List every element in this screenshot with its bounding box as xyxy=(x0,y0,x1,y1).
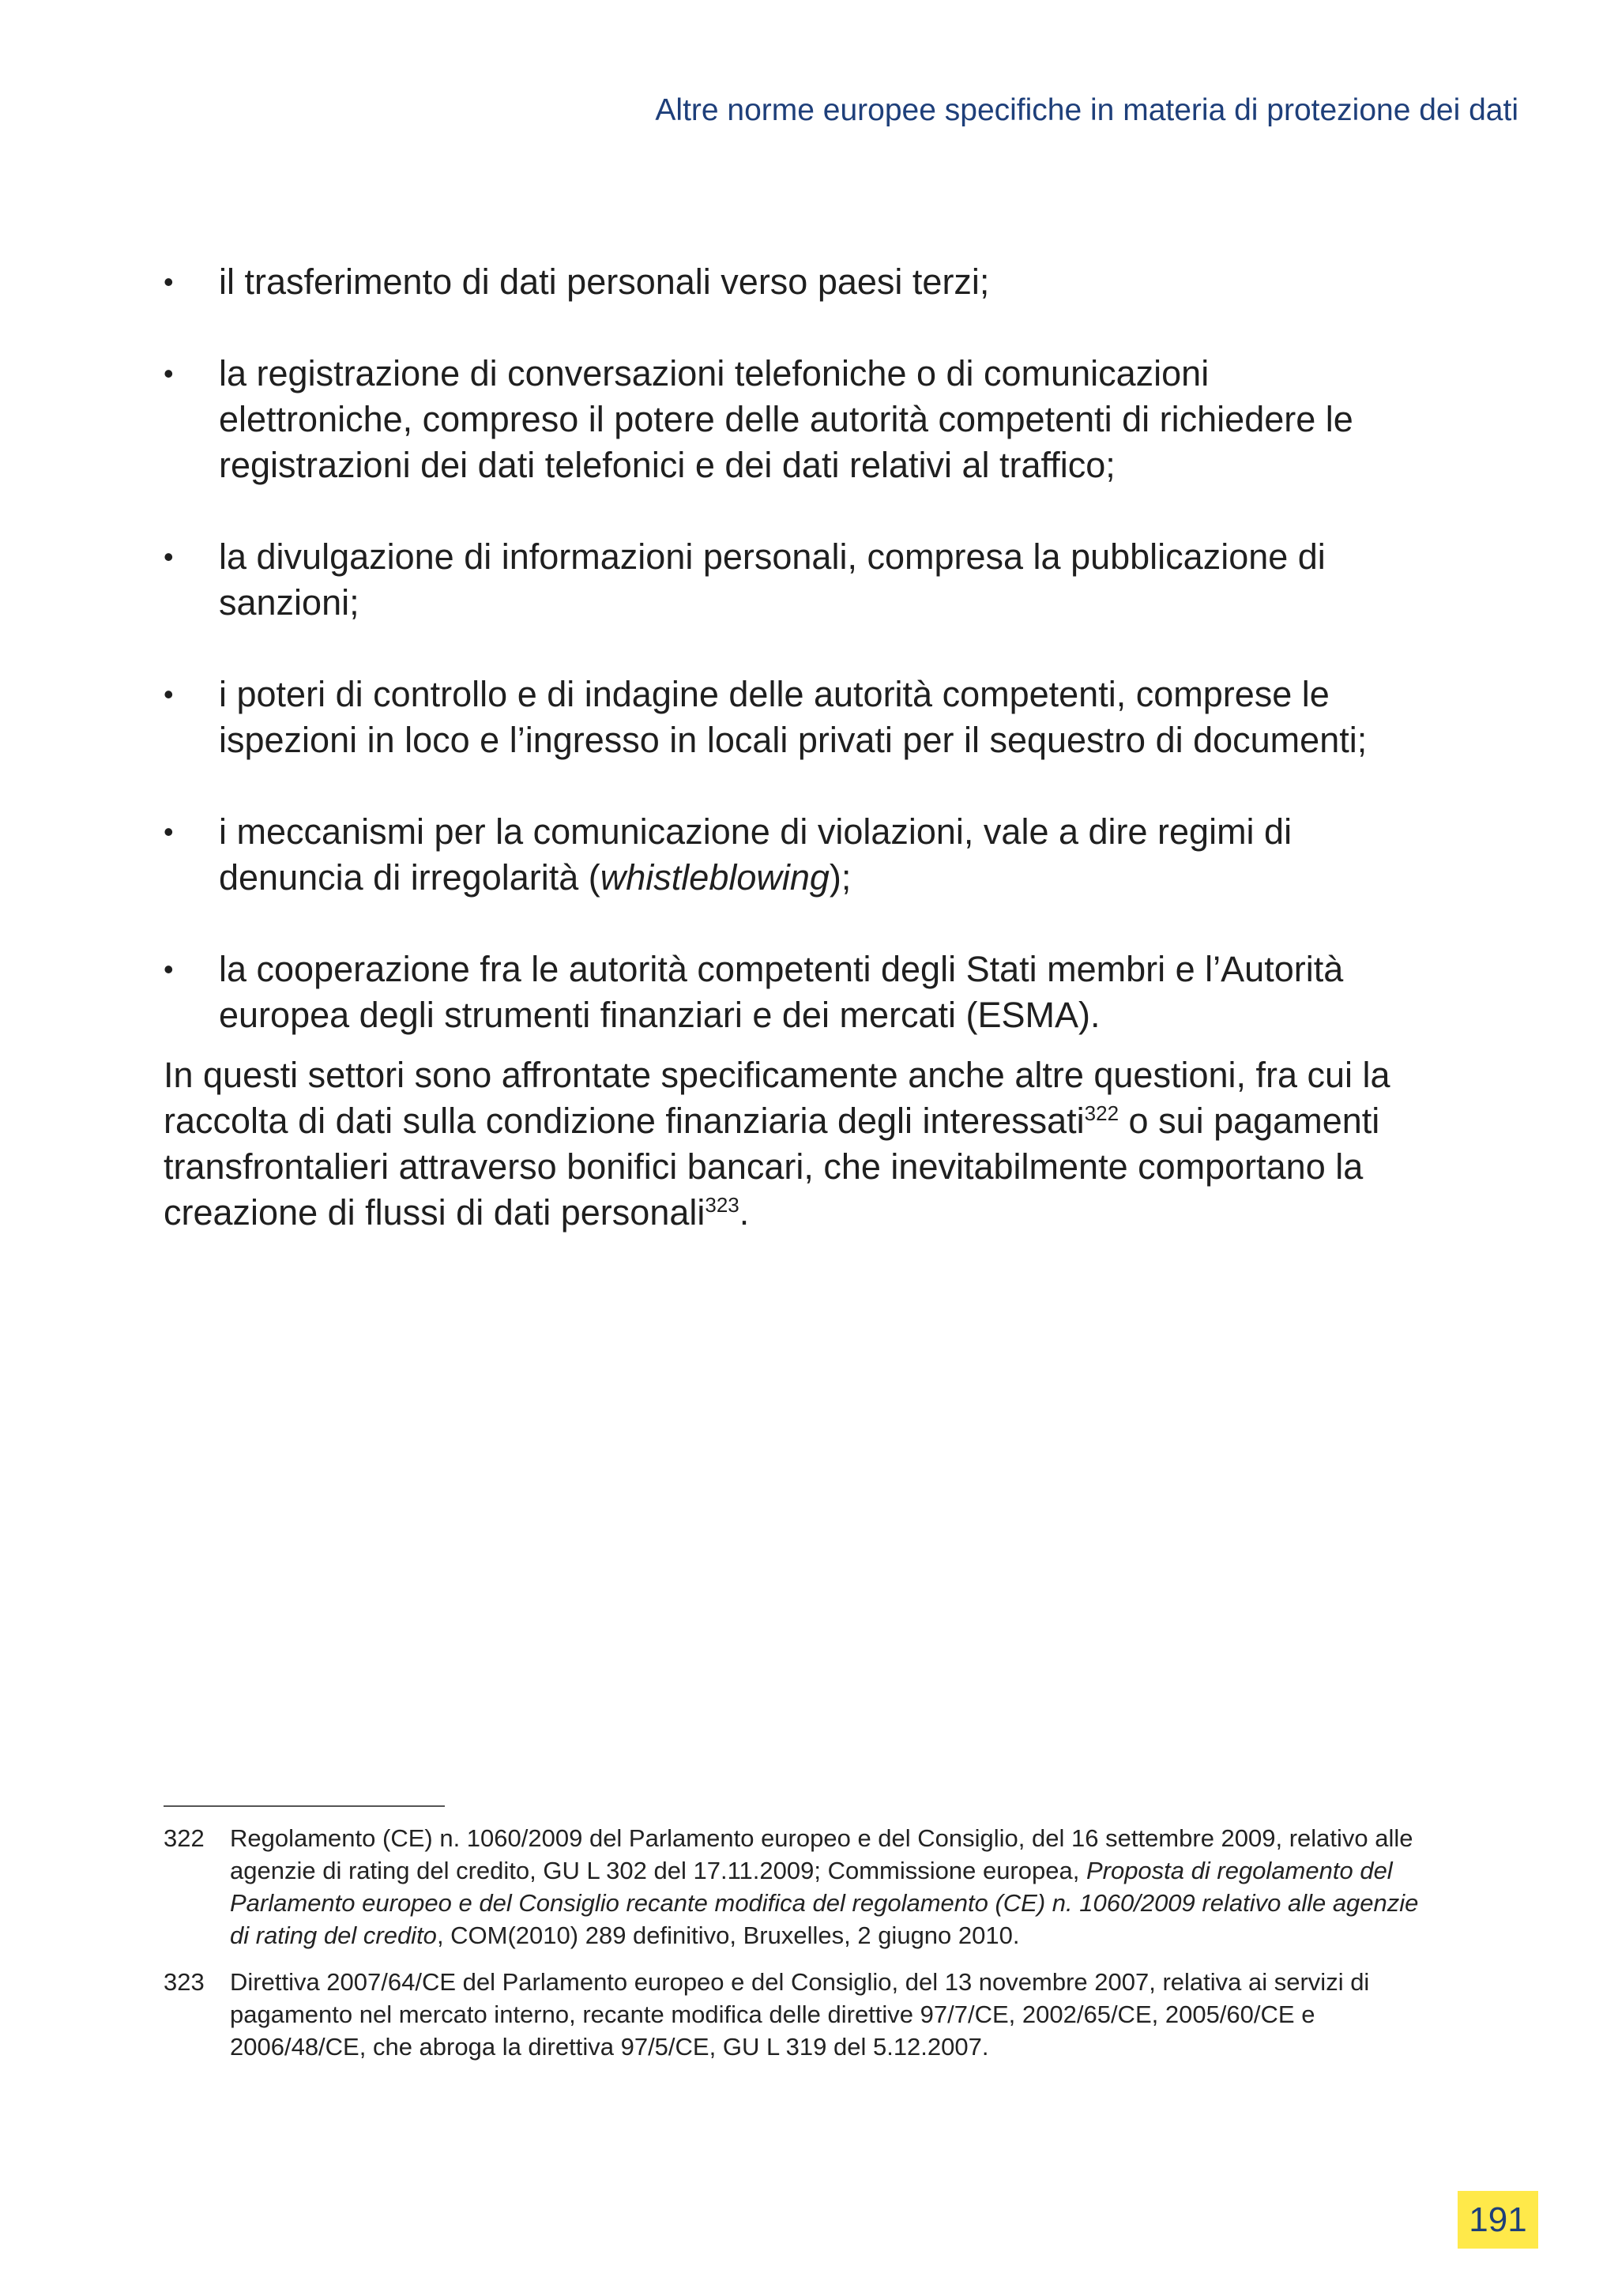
footnote-text: Regolamento (CE) n. 1060/2009 del Parlamento europeo e del Consiglio, del 16 settembre 2009, relativo alle agenzie di rating del credito, GU L 302 del 17.11.2009; Commissione europea, Proposta di regolamento del Parlamento europeo e del Consiglio recante modifica del regolamento (CE) n. 1060/2009 relativo alle agenzie di rating del credito, COM(2010) 289 definitivo, Bruxelles, 2 giugno 2010. xyxy=(230,1824,1419,1949)
footnote-number: 322 xyxy=(164,1824,205,1852)
page-number: 191 xyxy=(1458,2191,1538,2249)
bullet-icon: • xyxy=(164,357,174,390)
list-item xyxy=(164,672,1412,763)
list-item-text: i meccanismi per la comunicazione di violazioni, vale a dire regimi di denuncia di irregolarità (whistleblowing); xyxy=(219,811,1293,898)
list-item-text: la cooperazione fra le autorità competenti degli Stati membri e l’Autorità europea degli strumenti finanziari e dei mercati (ESMA). xyxy=(219,949,1344,1035)
footnote-text: Direttiva 2007/64/CE del Parlamento europeo e del Consiglio, del 13 novembre 2007, relativa ai servizi di pagamento nel mercato interno, recante modifica delle direttive 97/7/CE, 2002/65/CE, 2005/60/CE e 2006/48/CE, che abroga la direttiva 97/5/CE, GU L 319 del 5.12.2007. xyxy=(230,1968,1370,2061)
footnote-divider xyxy=(164,1805,445,1807)
list-item-text: il trasferimento di dati personali verso paesi terzi; xyxy=(219,262,990,302)
running-header: Altre norme europee specifiche in materia di protezione dei dati xyxy=(655,93,1518,127)
bullet-icon: • xyxy=(164,265,174,298)
list-item-text: la divulgazione di informazioni personali, compresa la pubblicazione di sanzioni; xyxy=(219,536,1326,623)
list-item xyxy=(164,947,1412,1038)
bullet-icon: • xyxy=(164,678,174,710)
footnote-number: 323 xyxy=(164,1968,205,1996)
italic-term: whistleblowing xyxy=(600,857,830,898)
body-paragraph: In questi settori sono affrontate specificamente anche altre questioni, fra cui la raccolta di dati sulla condizione finanziaria degli interessati$^{322}$ o sui pagamenti transfrontalieri attraverso bonifici bancari, che inevitabilmente comportano la creazione di flussi di dati personali$^{323}$. xyxy=(164,1055,1390,1233)
list-item xyxy=(164,351,1412,488)
bullet-icon: • xyxy=(164,815,174,848)
bullet-icon: • xyxy=(164,953,174,985)
list-item-text: la registrazione di conversazioni telefoniche o di comunicazioni elettroniche, compreso il potere delle autorità competenti di richiedere le registrazioni dei dati telefonici e dei dati relativi al traffico; xyxy=(219,353,1353,485)
footnote-323 xyxy=(164,1966,1428,2063)
footnote-ref-322[interactable]: 322 xyxy=(1084,1101,1119,1125)
footnote-ref-323[interactable]: 323 xyxy=(705,1193,739,1217)
list-item xyxy=(164,809,1412,901)
footnotes xyxy=(164,1822,1428,2077)
list-item xyxy=(164,259,1412,305)
list-item-text: i poteri di controllo e di indagine delle autorità competenti, comprese le ispezioni in loco e l’ingresso in locali privati per il sequestro di documenti; xyxy=(219,674,1368,760)
bullet-list xyxy=(164,259,1412,1084)
footnote-322 xyxy=(164,1822,1428,1952)
bullet-icon: • xyxy=(164,540,174,573)
list-item xyxy=(164,534,1412,626)
